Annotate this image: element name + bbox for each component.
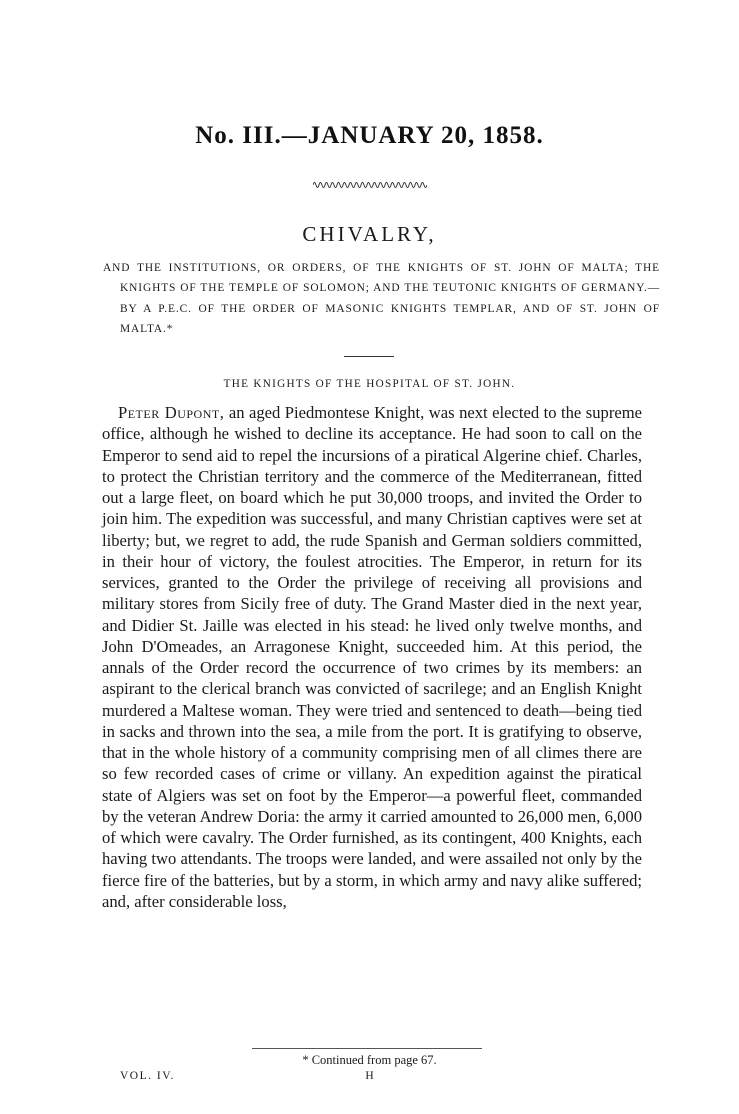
footnote: * Continued from page 67. [302,1053,437,1067]
divider-rule [344,356,394,357]
wavy-rule-ornament-icon [313,176,427,188]
article-subtitle: AND THE INSTITUTIONS, OR ORDERS, OF THE KNIGHTS OF ST. JOHN OF MALTA; THE KNIGHTS OF THE TEMPLE OF SOLOMON; AND THE TEUTONIC KNIGHTS OF GERMANY.—BY A P.E.C. OF THE ORDER OF MASONIC KNIGHTS TEMPLAR, AND OF ST. JOHN OF MALTA.* [103,262,660,335]
signature-mark: H [365,1070,374,1082]
body-paragraph [102,402,642,912]
lead-words: Peter Dupont, [118,403,225,422]
section-heading: THE KNIGHTS OF THE HOSPITAL OF ST. JOHN. [223,378,516,390]
issue-heading: No. III.—JANUARY 20, 1858. [195,122,544,149]
volume-label: VOL. IV. [120,1070,175,1082]
article-title: CHIVALRY, [302,222,437,246]
footnote-rule [252,1048,482,1049]
body-text: an aged Piedmontese Knight, was next elected to the supreme office, although he wished to decline its acceptance. He had soon to call on the Emperor to send aid to repel the incursions of a piratical Algerine chief. Charles, to protect the Christian territory and the commerce of the Mediterranean, fitted out a large fleet, on board which he put 30,000 troops, and invited the Order to join him. The expedition was successful, and many Christian captives were set at liberty; but, we regret to add, the rude Spanish and German soldiers committed, in their hour of victory, the foulest atrocities. The Emperor, in return for its services, granted to the Order the privilege of receiving all provisions and military stores from Sicily free of duty. The Grand Master died in the next year, and Didier St. Jaille was elected in his stead: he lived only twelve months, and John D'Omeades, an Arragonese Knight, succeeded him. At this period, the annals of the Order record the occurrence of two crimes by its members: an aspirant to the clerical branch was convicted of sacrilege; and an English Knight murdered a Maltese woman. They were tried and sentenced to death—being tied in sacks and thrown into the sea, a mile from the port. It is gratifying to observe, that in the whole history of a community comprising men of all climes there are so few recorded cases of crime or villany. An expedition against the piratical state of Algiers was set on foot by the Emperor—a powerful fleet, commanded by the veteran Andrew Doria: the army it carried amounted to 26,000 men, 6,000 of which were cavalry. The Order furnished, as its contingent, 400 Knights, each having two attendants. The troops were landed, and were assailed not only by the fierce fire of the batteries, but by a storm, in which army and navy alike suffered; and, after considerable loss, [102,403,642,911]
